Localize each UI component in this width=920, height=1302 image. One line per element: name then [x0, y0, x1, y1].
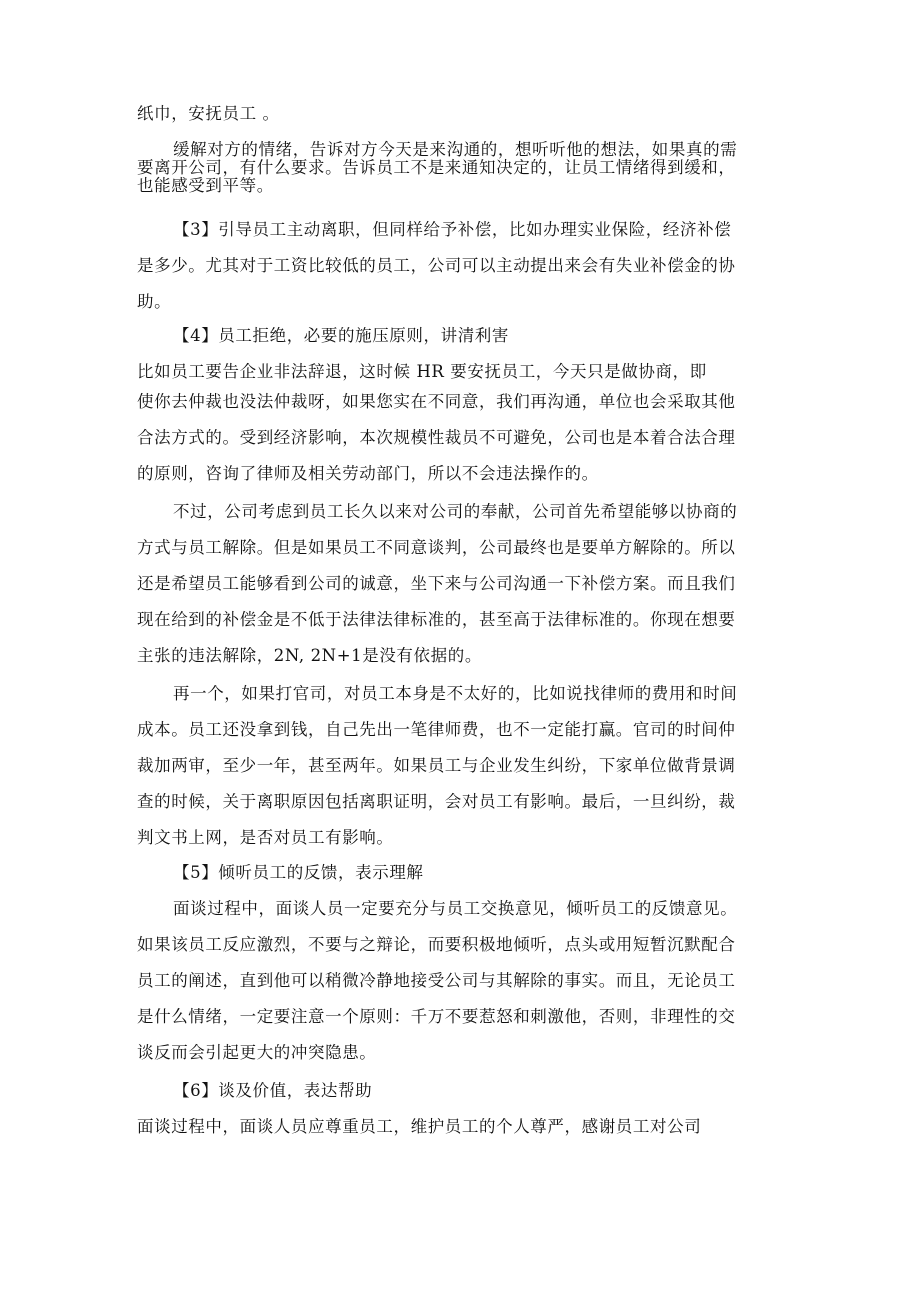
text-line: 缓解对方的情绪，告诉对方今天是来沟通的，想听听他的想法，如果真的需	[173, 140, 738, 159]
section-6	[137, 1073, 752, 1145]
paragraph-arbitration	[137, 384, 752, 492]
text-line: 助。	[137, 292, 172, 311]
text-line: 纸巾，安抚员工 。	[137, 104, 280, 123]
section-3	[137, 212, 752, 320]
text-line: 成本。员工还没拿到钱，自己先出一笔律师费，也不一定能打赢。官司的时间仲	[137, 720, 736, 739]
text-line: 使你去仲裁也没法仲裁呀，如果您实在不同意，我们再沟通，单位也会采取其他	[137, 392, 736, 411]
text-line: 合法方式的。受到经济影响，本次规模性裁员不可避免，公司也是本着合法合理	[137, 428, 736, 447]
text-line: 裁加两审，至少一年，甚至两年。如果员工与企业发生纠纷，下家单位做背景调	[137, 756, 736, 775]
text-line: 员工的阐述，直到他可以稍微冷静地接受公司与其解除的事实。而且，无论员工	[137, 971, 736, 990]
text-line: 如果该员工反应激烈，不要与之辩论，而要积极地倾听，点头或用短暂沉默配合	[137, 935, 736, 954]
paragraph-negotiation	[137, 494, 752, 674]
text-line: 是多少。尤其对于工资比较低的员工，公司可以主动提出来会有失业补偿金的协	[137, 256, 736, 275]
text-line: 要离开公司，有什么要求。告诉员工不是来通知决定的，让员工情绪得到缓和，	[137, 158, 736, 177]
text-line: 判文书上网，是否对员工有影响。	[137, 828, 394, 847]
section-4	[137, 318, 752, 390]
text-line: 方式与员工解除。但是如果员工不同意谈判，公司最终也是要单方解除的。所以	[137, 538, 736, 557]
text-line: 的原则，咨询了律师及相关劳动部门，所以不会违法操作的。	[137, 464, 599, 483]
paragraph-lawsuit	[137, 676, 752, 856]
section-heading-6: 【6】谈及价值，表达帮助	[173, 1081, 373, 1100]
text-line: 谈反而会引起更大的冲突隐患。	[137, 1043, 377, 1062]
text-line: 比如员工要告企业非法辞退，这时候 HR 要安抚员工，今天只是做协商，即	[137, 362, 707, 381]
text-line: 是什么情绪，一定要注意一个原则：千万不要惹怒和刺激他，否则，非理性的交	[137, 1007, 736, 1026]
text-line: 再一个，如果打官司，对员工本身是不太好的，比如说找律师的费用和时间	[173, 684, 738, 703]
text-line: 主张的违法解除，2N, 2N+1是没有依据的。	[137, 646, 482, 665]
text-line: 不过，公司考虑到员工长久以来对公司的奉献，公司首先希望能够以协商的	[173, 502, 738, 521]
paragraph-calm-emotions	[137, 141, 752, 195]
text-line: 面谈过程中，面谈人员一定要充分与员工交换意见，倾听员工的反馈意见。	[173, 899, 738, 918]
text-line: 还是希望员工能够看到公司的诚意，坐下来与公司沟通一下补偿方案。而且我们	[137, 574, 736, 593]
text-line: 也能感受到平等。	[137, 176, 274, 195]
text-line: 查的时候，关于离职原因包括离职证明，会对员工有影响。最后，一旦纠纷，裁	[137, 792, 736, 811]
section-5	[137, 855, 752, 1071]
section-heading-5: 【5】倾听员工的反馈，表示理解	[173, 863, 424, 882]
section-heading-3: 【3】引导员工主动离职，但同样给予补偿，比如办理实业保险，经济补偿	[173, 220, 732, 239]
text-line: 面谈过程中，面谈人员应尊重员工，维护员工的个人尊严，感谢员工对公司	[137, 1117, 702, 1136]
text-line: 现在给到的补偿金是不低于法律法律标准的，甚至高于法律标准的。你现在想要	[137, 610, 736, 629]
section-heading-4: 【4】员工拒绝，必要的施压原则，讲清利害	[173, 326, 509, 345]
